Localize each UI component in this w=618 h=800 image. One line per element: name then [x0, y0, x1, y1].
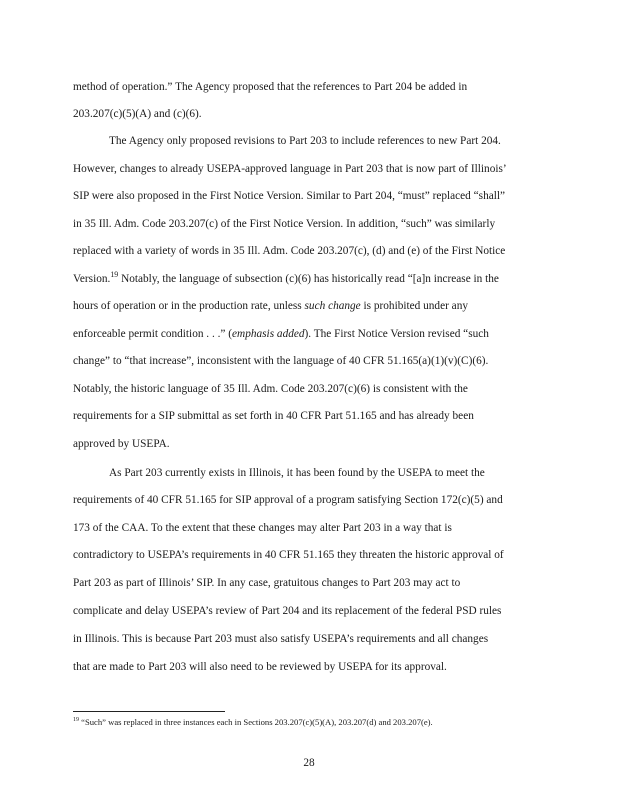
- footnote-number: 19: [73, 717, 80, 724]
- body-line: 173 of the CAA. To the extent that these changes may alter Part 203 in a way that is: [73, 522, 452, 534]
- footnote: [73, 717, 433, 728]
- body-line: in Illinois. This is because Part 203 must also satisfy USEPA’s requirements and all changes: [73, 633, 489, 645]
- footnote-text: “Such” was replaced in three instances each in Sections 203.207(c)(5)(A), 203.207(d) and 203.207(e).: [79, 717, 433, 727]
- body-line: complicate and delay USEPA’s review of Part 204 and its replacement of the federal PSD rules: [73, 605, 502, 617]
- body-line: replaced with a variety of words in 35 Ill. Adm. Code 203.207(c), (d) and (e) of the First Notice: [73, 245, 506, 257]
- body-text: Notably, the language of subsection (c)(6) has historically read “[a]n increase in the: [118, 273, 499, 285]
- body-line: requirements for a SIP submittal as set forth in 40 CFR Part 51.165 and has already been: [73, 410, 474, 422]
- body-line: The Agency only proposed revisions to Part 203 to include references to new Part 204.: [109, 135, 501, 147]
- body-line: Part 203 as part of Illinois’ SIP. In any case, gratuitous changes to Part 203 may act to: [73, 577, 461, 589]
- body-line: Notably, the historic language of 35 Ill. Adm. Code 203.207(c)(6) is consistent with the: [73, 383, 468, 395]
- body-line: method of operation.” The Agency proposed that the references to Part 204 be added in: [73, 81, 468, 93]
- body-line: approved by USEPA.: [73, 438, 170, 450]
- body-line: [73, 272, 499, 286]
- emphasized-text: such change: [304, 300, 361, 312]
- body-line: 203.207(c)(5)(A) and (c)(6).: [73, 108, 202, 120]
- body-line: contradictory to USEPA’s requirements in 40 CFR 51.165 they threaten the historic approval of: [73, 549, 504, 561]
- body-text: enforceable permit condition . . .” (: [73, 328, 233, 340]
- body-line: SIP were also proposed in the First Notice Version. Similar to Part 204, “must” replaced “shall”: [73, 190, 506, 202]
- emphasized-text: emphasis added: [232, 328, 305, 340]
- body-text: Version.: [73, 273, 111, 285]
- body-line: As Part 203 currently exists in Illinois, it has been found by the USEPA to meet the: [109, 467, 485, 479]
- body-line: However, changes to already USEPA-approved language in Part 203 that is now part of Illinois’: [73, 163, 507, 175]
- body-text: is prohibited under any: [360, 300, 468, 312]
- footnote-reference[interactable]: 19: [110, 270, 119, 280]
- body-line: requirements of 40 CFR 51.165 for SIP approval of a program satisfying Section 172(c)(5) and: [73, 494, 503, 506]
- page-number: 28: [303, 757, 315, 769]
- body-line: [73, 327, 489, 341]
- body-line: change” to “that increase”, inconsistent with the language of 40 CFR 51.165(a)(1)(v)(C)(6).: [73, 355, 489, 367]
- body-text: hours of operation or in the production rate, unless: [73, 300, 305, 312]
- footnote-separator: [73, 711, 225, 712]
- body-text: ). The First Notice Version revised “such: [304, 328, 489, 340]
- body-line: that are made to Part 203 will also need to be reviewed by USEPA for its approval.: [73, 661, 447, 673]
- body-line: in 35 Ill. Adm. Code 203.207(c) of the First Notice Version. In addition, “such” was similarly: [73, 218, 496, 230]
- body-line: [73, 299, 468, 313]
